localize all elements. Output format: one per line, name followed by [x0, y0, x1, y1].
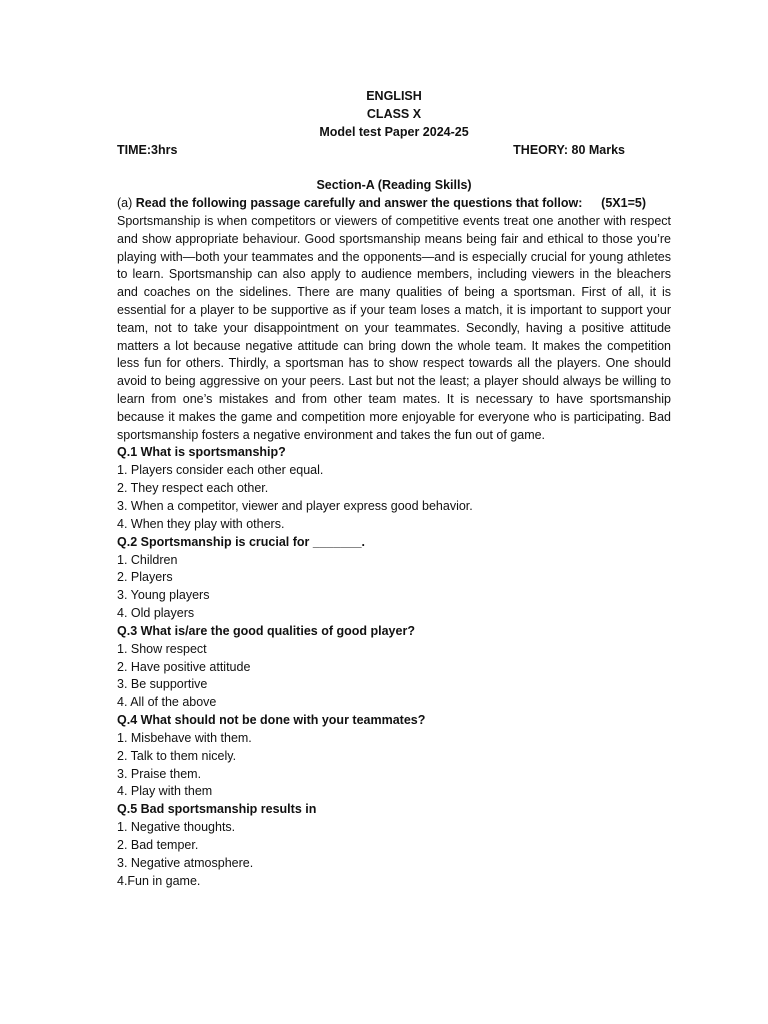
- instruction-row: [117, 195, 671, 213]
- paper-title: Model test Paper 2024-25: [319, 125, 469, 139]
- exam-page: [117, 88, 671, 890]
- q3-option-3: 3. Be supportive: [117, 677, 208, 692]
- q4-option-1: 1. Misbehave with them.: [117, 730, 252, 745]
- question-block: [117, 534, 671, 623]
- q5-option-1: 1. Negative thoughts.: [117, 820, 236, 835]
- question-block: [117, 623, 671, 712]
- q3-option-4: 4. All of the above: [117, 695, 217, 710]
- instruction-prefix: (a): [117, 196, 136, 210]
- question-5: Q.5 Bad sportsmanship results in: [117, 802, 317, 817]
- q2-option-1: 1. Children: [117, 552, 178, 567]
- question-1: Q.1 What is sportsmanship?: [117, 445, 286, 460]
- instruction-bold: Read the following passage carefully and answer the questions that follow:: [135, 196, 583, 210]
- instruction-text: [117, 195, 582, 213]
- question-block: [117, 712, 671, 801]
- q2-option-3: 3. Young players: [117, 588, 210, 603]
- q5-option-4: 4.Fun in game.: [117, 873, 201, 888]
- theory-marks-label: THEORY: 80 Marks: [513, 143, 625, 157]
- q3-option-1: 1. Show respect: [117, 641, 207, 656]
- subject-title: ENGLISH: [366, 89, 422, 103]
- section-title: Section-A (Reading Skills): [316, 178, 472, 192]
- question-block: [117, 444, 671, 533]
- q4-option-4: 4. Play with them: [117, 784, 213, 799]
- q1-option-2: 2. They respect each other.: [117, 481, 269, 496]
- q4-option-2: 2. Talk to them nicely.: [117, 748, 237, 763]
- q3-option-2: 2. Have positive attitude: [117, 659, 251, 674]
- question-block: [117, 801, 671, 890]
- time-label: TIME:3hrs: [117, 143, 178, 157]
- q1-option-1: 1. Players consider each other equal.: [117, 463, 324, 478]
- question-4: Q.4 What should not be done with your teammates?: [117, 712, 426, 727]
- class-title: CLASS X: [366, 107, 422, 121]
- q2-option-4: 4. Old players: [117, 605, 195, 620]
- time-marks-row: [117, 142, 671, 160]
- question-2: Q.2 Sportsmanship is crucial for _______.: [117, 534, 366, 549]
- q2-option-2: 2. Players: [117, 570, 173, 585]
- question-3: Q.3 What is/are the good qualities of good player?: [117, 623, 415, 638]
- q1-option-3: 3. When a competitor, viewer and player express good behavior.: [117, 498, 473, 513]
- reading-passage: Sportsmanship is when competitors or viewers of competitive events treat one another with respect and show appropriate behaviour. Good sportsmanship means being fair and ethical to those you’re playing with—both your teammates and the opponents—and is especially crucial for young athletes to learn. Sportsmanship can also apply to audience members, including viewers in the bleachers and coaches on the sidelines. There are many qualities of being a sportsman. First of all, it is essential for a player to be supportive as if your team loses a match, it is important to support your team, not to take your disappointment on your teammates. Secondly, having a positive attitude matters a lot because negative attitude can bring down the whole team. It makes the competition less fun for others. Thirdly, a sportsman has to show respect towards all the players. One should avoid to being aggressive on your peers. Last but not the least; a player should always be willing to learn from one’s mistakes and from other team mates. It is necessary to have sportsmanship because it makes the game and competition more enjoyable for everyone who is participating. Bad sportsmanship fosters a negative environment and takes the fun out of game.: [117, 214, 671, 442]
- q5-option-2: 2. Bad temper.: [117, 837, 199, 852]
- section-marks: (5X1=5): [601, 196, 646, 210]
- q4-option-3: 3. Praise them.: [117, 766, 202, 781]
- q1-option-4: 4. When they play with others.: [117, 516, 285, 531]
- q5-option-3: 3. Negative atmosphere.: [117, 855, 254, 870]
- spacer: [117, 160, 671, 177]
